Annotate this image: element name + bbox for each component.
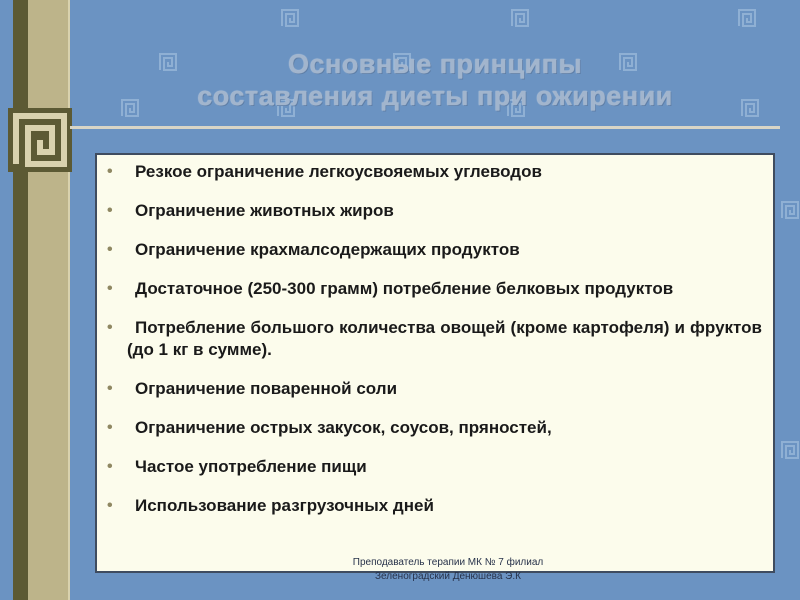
list-item: [107, 495, 762, 517]
title-divider: [70, 126, 780, 129]
footer-line2: Зеленоградский Денюшева Э.К: [375, 571, 521, 582]
bullet-text: Ограничение животных жиров: [135, 201, 394, 220]
list-item: [107, 378, 762, 400]
bullet-marker: •: [107, 280, 113, 297]
greek-key-spiral-icon: [510, 8, 530, 28]
bullet-text: Потребление большого количества овощей (кроме картофеля) и фруктов (до 1 кг в сумме).: [127, 318, 762, 359]
bullet-marker: •: [107, 419, 113, 436]
slide-title-line1: Основные принципы: [287, 49, 583, 79]
bullet-text: Достаточное (250-300 грамм) потребление белковых продуктов: [135, 279, 674, 298]
slide-title: [120, 48, 750, 112]
left-strip-light: [28, 0, 68, 600]
left-strip-dark: [13, 0, 28, 600]
list-item: [107, 161, 762, 183]
bullet-marker: •: [107, 241, 113, 258]
greek-key-large-icon: [0, 100, 80, 180]
bullet-marker: •: [107, 163, 113, 180]
list-item: [107, 417, 762, 439]
slide-footer: [318, 556, 578, 584]
bullet-list: [107, 161, 762, 534]
bullet-marker: •: [107, 319, 113, 336]
slide-title-line2: составления диеты при ожирении: [197, 81, 673, 111]
greek-key-spiral-icon: [737, 8, 757, 28]
list-item: [107, 239, 762, 261]
bullet-marker: •: [107, 202, 113, 219]
bullet-text: Использование разгрузочных дней: [135, 496, 434, 515]
bullet-marker: •: [107, 458, 113, 475]
greek-key-spiral-icon: [280, 8, 300, 28]
list-item: [107, 456, 762, 478]
bullet-text: Ограничение острых закусок, соусов, пряностей,: [135, 418, 552, 437]
list-item: [107, 278, 762, 300]
bullet-marker: •: [107, 380, 113, 397]
bullet-text: Ограничение крахмалсодержащих продуктов: [135, 240, 520, 259]
greek-key-spiral-icon: [780, 200, 800, 220]
list-item: [107, 317, 762, 361]
footer-line1: Преподаватель терапии МК № 7 филиал: [352, 557, 544, 568]
greek-key-spiral-icon: [780, 440, 800, 460]
content-box: [95, 153, 775, 573]
bullet-text: Частое употребление пищи: [135, 457, 367, 476]
left-strip-line: [68, 0, 70, 600]
bullet-text: Ограничение поваренной соли: [135, 379, 398, 398]
bullet-text: Резкое ограничение легкоусвояемых углеводов: [135, 162, 542, 181]
bullet-marker: •: [107, 497, 113, 514]
list-item: [107, 200, 762, 222]
